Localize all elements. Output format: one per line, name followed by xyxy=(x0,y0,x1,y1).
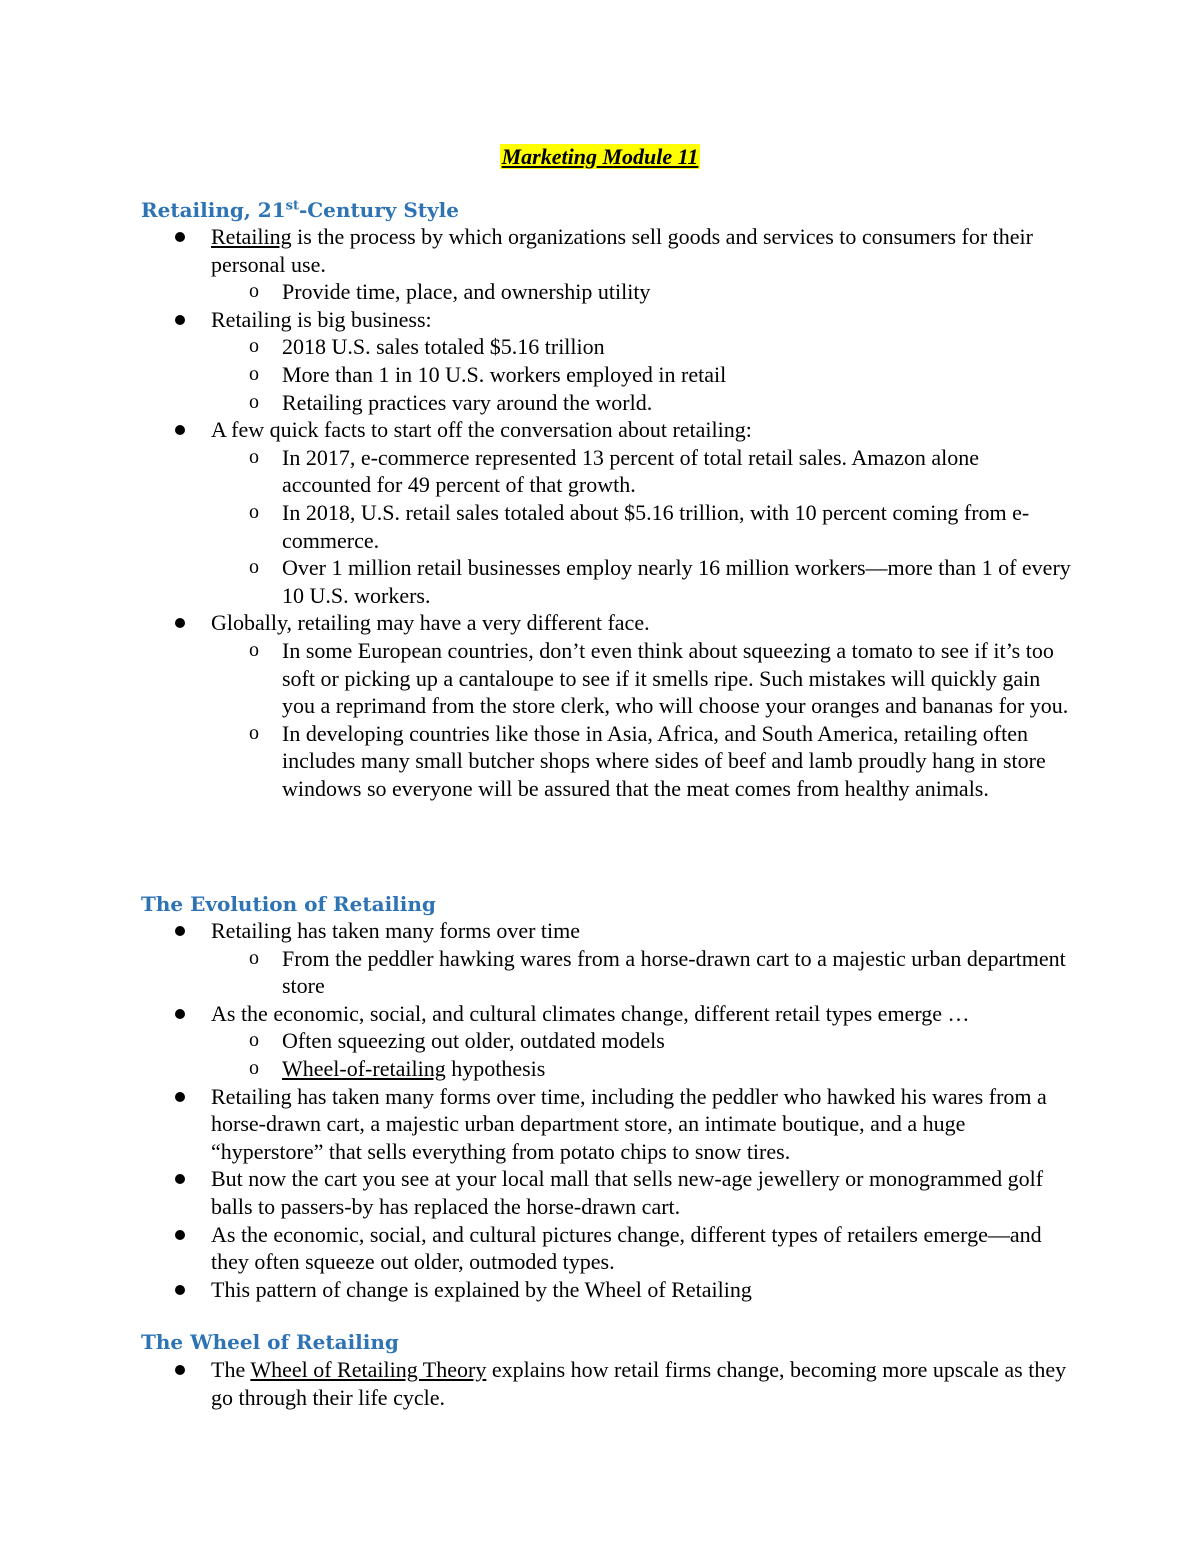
section-2-list xyxy=(141,917,1071,1303)
section-3-list xyxy=(141,1356,1071,1411)
bullet-item: As the economic, social, and cultural pictures change, different types of retailers emerge—and they often squeeze out older, outmoded types. xyxy=(141,1221,1071,1276)
section-heading-evolution-of-retailing: The Evolution of Retailing xyxy=(141,892,436,916)
sub-bullet-item: o 2018 U.S. sales totaled $5.16 trillion xyxy=(211,333,1071,361)
bullet-item xyxy=(141,223,1071,306)
sub-list xyxy=(211,637,1071,803)
bullet-item: Retailing has taken many forms over time, including the peddler who hawked his wares from a horse-drawn cart, a majestic urban department store, an intimate boutique, and a huge “hyperstore” that sells everything from potato chips to snow tires. xyxy=(141,1083,1071,1166)
sub-bullet-item: o Provide time, place, and ownership utility xyxy=(211,278,1071,306)
sub-bullet-item: o More than 1 in 10 U.S. workers employed in retail xyxy=(211,361,1071,389)
term-wheel-of-retailing-theory: Wheel of Retailing Theory xyxy=(250,1357,487,1382)
sub-bullet-item: o In developing countries like those in Asia, Africa, and South America, retailing often includes many small butcher shops where sides of beef and lamb proudly hang in store windows so everyone will be assured that the meat comes from healthy animals. xyxy=(211,720,1071,803)
sub-bullet-item: o Often squeezing out older, outdated models xyxy=(211,1027,1071,1055)
heading-part: -Century Style xyxy=(298,198,459,222)
heading-superscript: st xyxy=(285,198,299,214)
bullet-item xyxy=(141,416,1071,609)
sub-list xyxy=(211,444,1071,610)
heading-part: Retailing, 21 xyxy=(141,198,286,222)
bullet-text: The xyxy=(211,1357,251,1382)
bullet-text: A few quick facts to start off the conversation about retailing: xyxy=(211,417,752,443)
sub-list xyxy=(211,278,1071,306)
bullet-item: This pattern of change is explained by the Wheel of Retailing xyxy=(141,1276,1071,1304)
bullet-item xyxy=(141,1356,1071,1411)
sub-bullet-item: o Over 1 million retail businesses employ nearly 16 million workers—more than 1 of every 10 U.S. workers. xyxy=(211,554,1071,609)
sub-bullet-item: o In 2017, e-commerce represented 13 percent of total retail sales. Amazon alone accounted for 49 percent of that growth. xyxy=(211,444,1071,499)
bullet-item xyxy=(141,1000,1071,1083)
bullet-item xyxy=(141,609,1071,802)
sub-bullet-item: o Retailing practices vary around the world. xyxy=(211,389,1071,417)
document-title xyxy=(0,142,1200,172)
bullet-text: Retailing has taken many forms over time xyxy=(211,918,581,943)
bullet-text: is the process by which organizations sell goods and services to consumers for their personal use. xyxy=(211,224,1033,277)
section-1-list xyxy=(141,223,1071,802)
bullet-text: Globally, retailing may have a very different face. xyxy=(211,610,650,636)
section-heading-wheel-of-retailing: The Wheel of Retailing xyxy=(141,1330,399,1354)
sub-bullet-item: o In 2018, U.S. retail sales totaled about $5.16 trillion, with 10 percent coming from e-commerce. xyxy=(211,499,1071,554)
sub-bullet-item xyxy=(211,1055,1071,1083)
sub-bullet-item: o From the peddler hawking wares from a horse-drawn cart to a majestic urban department store xyxy=(211,945,1071,1000)
section-heading-retailing-21st-century xyxy=(141,196,459,224)
sub-bullet-text: hypothesis xyxy=(445,1055,546,1081)
bullet-text: Retailing is big business: xyxy=(211,306,432,332)
document-title-text: Marketing Module 11 xyxy=(501,144,699,169)
sub-list xyxy=(211,945,1071,1000)
bullet-text: explains how retail firms change, becoming more upscale as they go through their life cycle. xyxy=(211,1357,1067,1410)
bullet-text: As the economic, social, and cultural climates change, different retail types emerge … xyxy=(211,1000,970,1026)
sub-bullet-item: o In some European countries, don’t even think about squeezing a tomato to see if it’s too soft or picking up a cantaloupe to see if it smells ripe. Such mistakes will quickly gain you a reprimand from the store clerk, who will choose your oranges and bananas for you. xyxy=(211,637,1071,720)
bullet-item: But now the cart you see at your local mall that sells new-age jewellery or monogrammed golf balls to passers-by has replaced the horse-drawn cart. xyxy=(141,1165,1071,1220)
bullet-item xyxy=(141,917,1071,1000)
bullet-item xyxy=(141,306,1071,416)
sub-list xyxy=(211,333,1071,416)
term-wheel-of-retailing: Wheel-of-retailing xyxy=(282,1055,446,1081)
term-retailing: Retailing xyxy=(211,224,292,249)
sub-list xyxy=(211,1027,1071,1082)
